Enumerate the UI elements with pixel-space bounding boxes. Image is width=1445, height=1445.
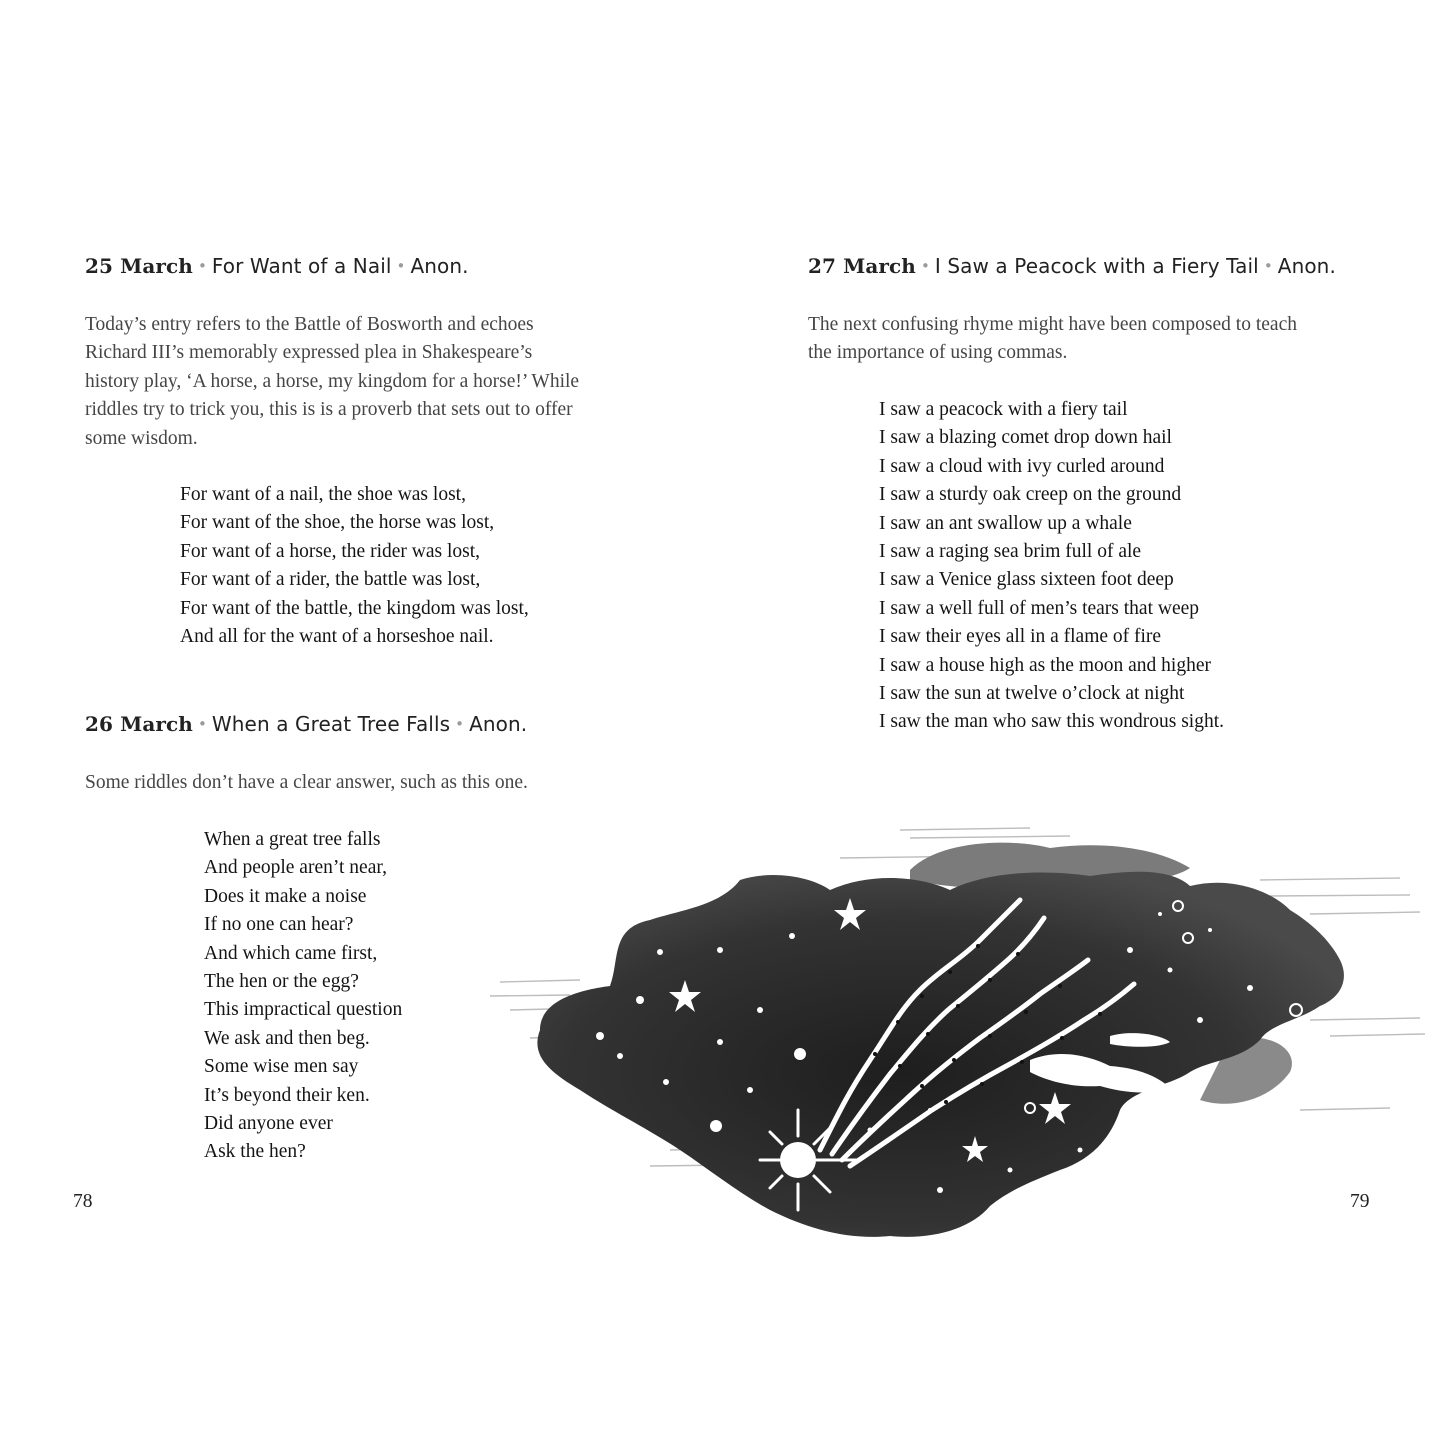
- poem-line: For want of a rider, the battle was lost,: [180, 569, 481, 591]
- entry-intro-25-march: [85, 311, 579, 453]
- page-number-left: 78: [73, 1191, 93, 1212]
- poem-line: Ask the hen?: [204, 1141, 306, 1163]
- poem-line: And which came first,: [204, 942, 378, 964]
- entry-date: 25 March: [85, 254, 193, 278]
- poem-line: I saw a Venice glass sixteen foot deep: [879, 569, 1174, 591]
- page-number-right: 79: [1350, 1191, 1370, 1212]
- entry-heading-26-march: [85, 712, 527, 736]
- poem-line: For want of the battle, the kingdom was lost,: [180, 597, 529, 619]
- ink-sky: [537, 872, 1344, 1237]
- separator-dot: •: [396, 257, 406, 275]
- poem-line: Does it make a noise: [204, 885, 367, 907]
- poem-line: Some wise men say: [204, 1056, 359, 1078]
- entry-author: Anon.: [469, 712, 528, 736]
- poem-line: I saw a house high as the moon and higher: [879, 654, 1211, 676]
- poem-line: I saw a raging sea brim full of ale: [879, 541, 1142, 563]
- comet-head: [780, 1142, 816, 1178]
- intro-line: Today’s entry refers to the Battle of Bosworth and echoes: [85, 314, 534, 335]
- intro-line: The next confusing rhyme might have been composed to teach: [808, 314, 1297, 335]
- separator-dot: •: [197, 715, 207, 733]
- poem-line: I saw the sun at twelve o’clock at night: [879, 683, 1185, 705]
- poem-line: I saw a blazing comet drop down hail: [879, 427, 1172, 449]
- intro-line: Richard III’s memorably expressed plea in Shakespeare’s: [85, 342, 533, 364]
- poem-when-a-great-tree-falls: [204, 826, 402, 1167]
- intro-line: riddles try to trick you, this is is a proverb that sets out to offer: [85, 399, 573, 421]
- entry-author: Anon.: [410, 254, 469, 278]
- entry-title: For Want of a Nail: [211, 254, 392, 278]
- intro-line: history play, ‘A horse, a horse, my kingdom for a horse!’ While: [85, 370, 580, 392]
- entry-title: I Saw a Peacock with a Fiery Tail: [934, 254, 1259, 278]
- poem-line: For want of the shoe, the horse was lost,: [180, 512, 495, 534]
- entry-title: When a Great Tree Falls: [211, 712, 451, 736]
- poem-for-want-of-a-nail: [180, 481, 529, 651]
- separator-dot: •: [920, 257, 930, 275]
- separator-dot: •: [455, 715, 465, 733]
- intro-line: the importance of using commas.: [808, 342, 1068, 364]
- poem-i-saw-a-peacock: [879, 396, 1224, 737]
- poem-line: We ask and then beg.: [204, 1027, 370, 1049]
- poem-line: I saw an ant swallow up a whale: [879, 512, 1132, 534]
- poem-line: I saw a well full of men’s tears that weep: [879, 597, 1200, 619]
- entry-heading-25-march: [85, 254, 469, 278]
- entry-heading-27-march: [808, 254, 1336, 278]
- poem-line: Did anyone ever: [204, 1113, 333, 1135]
- separator-dot: •: [197, 257, 207, 275]
- poem-line: I saw a sturdy oak creep on the ground: [879, 484, 1182, 506]
- poem-line: And all for the want of a horseshoe nail.: [180, 626, 494, 648]
- poem-line: I saw their eyes all in a flame of fire: [879, 626, 1162, 648]
- intro-line: some wisdom.: [85, 427, 198, 449]
- poem-line: When a great tree falls: [204, 829, 381, 850]
- entry-author: Anon.: [1277, 254, 1336, 278]
- poem-line: If no one can hear?: [204, 914, 354, 936]
- entry-intro-27-march: [808, 311, 1297, 368]
- poem-line: The hen or the egg?: [204, 971, 359, 993]
- poem-line: It’s beyond their ken.: [204, 1084, 370, 1106]
- poem-line: I saw a cloud with ivy curled around: [879, 455, 1165, 477]
- entry-intro-26-march: [85, 769, 528, 797]
- entry-date: 26 March: [85, 712, 193, 736]
- poem-line: And people aren’t near,: [204, 857, 387, 879]
- poem-line: I saw a peacock with a fiery tail: [879, 399, 1128, 420]
- entry-date: 27 March: [808, 254, 916, 278]
- poem-line: For want of a nail, the shoe was lost,: [180, 484, 466, 505]
- poem-line: For want of a horse, the rider was lost,: [180, 540, 481, 562]
- intro-line: Some riddles don’t have a clear answer, such as this one.: [85, 772, 528, 793]
- separator-dot: •: [1263, 257, 1273, 275]
- poem-line: I saw the man who saw this wondrous sight.: [879, 711, 1225, 733]
- poem-line: This impractical question: [204, 999, 403, 1021]
- night-sky-comet-illustration: [470, 810, 1430, 1270]
